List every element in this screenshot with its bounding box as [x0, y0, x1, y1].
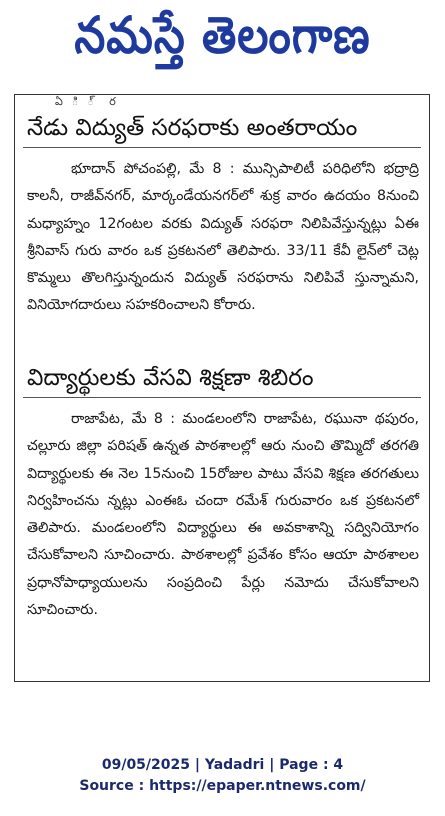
masthead: [0, 0, 445, 84]
article-body-text: భూదాన్ పోచంపల్లి, మే 8 : మున్సిపాలిటీ పరిధిలోని భద్రాద్రి కాలనీ, రాజీవ్‌నగర్, మార్కండేయనగర్‌లో శుక్ర వారం ఉదయం 8నుంచి మధ్యాహ్నం 12గంటల వరకు విద్యుత్ సరఫరా నిలిపివేస్తున్నట్లు ఏఈ శ్రీనివాస్ గురు వారం ఒక ప్రకటనలో తెలిపారు. 33/11 కేవీ లైన్‌లో చెట్ల కొమ్మలు తొలగిస్తున్నందున విద్యుత్ సరఫరాను నిలిపివే స్తున్నామని, వినియోగదారులు సహకరించాలని కోరారు.: [27, 161, 419, 314]
article-body: [23, 156, 421, 320]
news-clipping: [14, 94, 430, 682]
source-link[interactable]: Source : https://epaper.ntnews.com/: [79, 778, 366, 794]
article-body-text: రాజాపేట, మే 8 : మండలంలోని రాజాపేట, రఘునా థపురం, చల్లూరు జిల్లా పరిషత్ ఉన్నత పాఠశాలల్లో ఆరు నుంచి తొమ్మిదో తరగతి విద్యార్థులకు ఈ నెల 15నుంచి 15రోజుల పాటు వేసవి శిక్షణ తరగతులు నిర్వహించను న్నట్లు ఎంఈఓ చందా రమేశ్ గురువారం ఒక ప్రకటనలో తెలిపారు. మండలంలోని విద్యార్థులు ఈ అవకాశాన్ని సద్వినియోగం చేసుకోవాలని సూచించారు. పాఠశాలల్లో ప్రవేశం కోసం ఆయా పాఠశాలల ప్రధానోపాధ్యాయులను సంప్రదించి పేర్లు నమోదు చేసుకోవాలని సూచించారు.: [27, 411, 419, 619]
edition-info: 09/05/2025 | Yadadri | Page : 4: [101, 757, 344, 773]
article-power-outage: [23, 113, 421, 320]
article-headline: విద్యార్థులకు వేసవి శిక్షణా శిబిరం: [27, 365, 314, 391]
divider: [23, 397, 421, 398]
cut-off-text: ఏ ి ్ ర: [55, 95, 122, 108]
newspaper-logo: నమస్తే తెలంగాణ: [74, 6, 371, 65]
divider: [23, 147, 421, 148]
article-body: [23, 406, 421, 624]
article-summer-camp: [23, 363, 421, 624]
article-headline: నేడు విద్యుత్ సరఫరాకు అంతరాయం: [27, 115, 358, 141]
